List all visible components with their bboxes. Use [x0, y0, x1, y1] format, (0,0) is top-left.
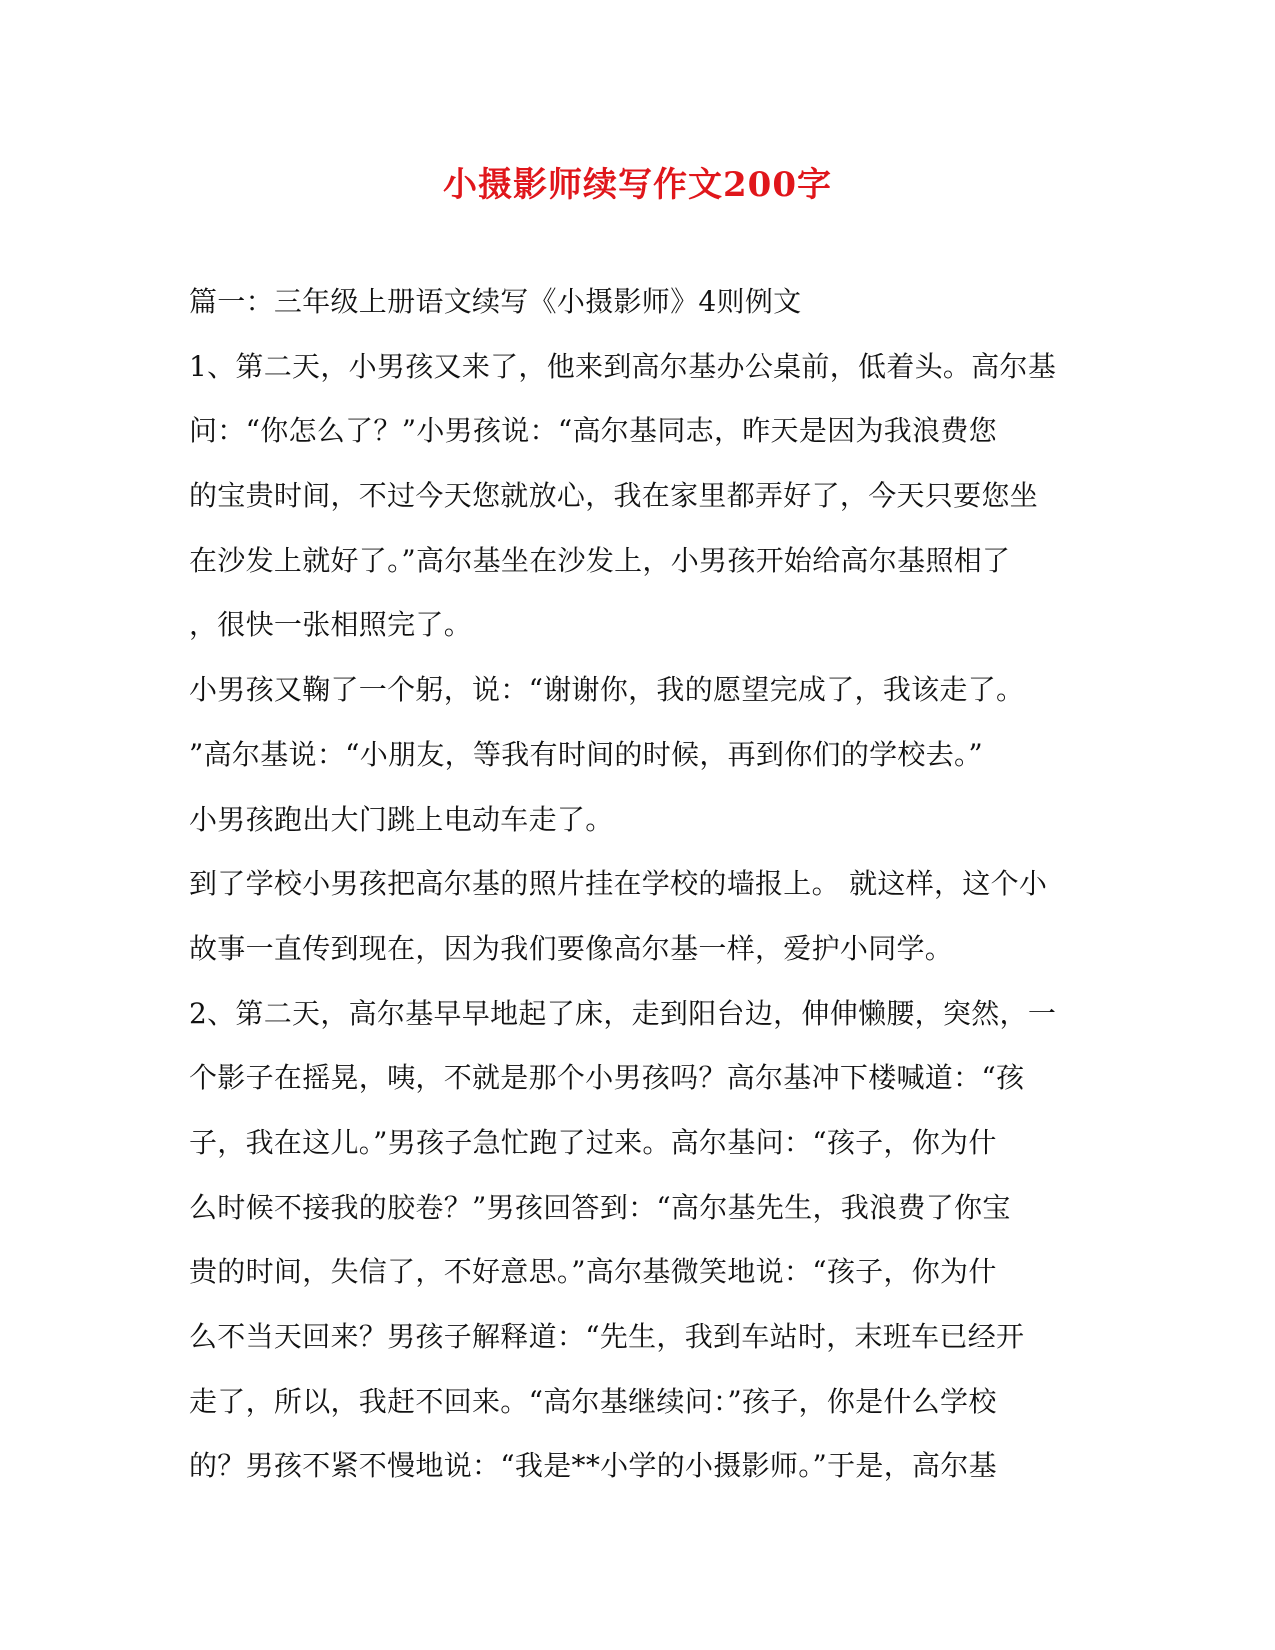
text-line: 1、第二天，小男孩又来了，他来到高尔基办公桌前，低着头。高尔基: [189, 349, 1057, 383]
text-line: 个影子在摇晃，咦，不就是那个小男孩吗？高尔基冲下楼喊道：“孩: [189, 1061, 1025, 1095]
text-line: 子，我在这儿。”男孩子急忙跑了过来。高尔基问：“孩子，你为什: [189, 1125, 997, 1159]
text-line: 到了学校小男孩把高尔基的照片挂在学校的墙报上。 就这样，这个小: [189, 867, 1048, 901]
text-line: 小男孩又鞠了一个躬，说：“谢谢你，我的愿望完成了，我该走了。: [189, 673, 1025, 707]
text-line: 么不当天回来？男孩子解释道：“先生，我到车站时，末班车已经开: [189, 1320, 1025, 1353]
text-line: 走了，所以，我赶不回来。“高尔基继续问：”孩子，你是什么学校: [189, 1384, 997, 1418]
text-line: 2、第二天，高尔基早早地起了床，走到阳台边，伸伸懒腰，突然，一: [189, 996, 1057, 1030]
text-line: ，很快一张相照完了。: [189, 608, 473, 642]
text-line: 的？男孩不紧不慢地说：“我是**小学的小摄影师。”于是，高尔基: [189, 1449, 997, 1483]
text-line: 故事一直传到现在，因为我们要像高尔基一样，爱护小同学。: [189, 931, 954, 965]
heading-line: 篇一：三年级上册语文续写《小摄影师》4则例文: [189, 285, 802, 318]
document-title: 小摄影师续写作文200字: [443, 165, 832, 205]
text-line: 的宝贵时间，不过今天您就放心，我在家里都弄好了，今天只要您坐: [189, 479, 1039, 513]
text-line: 小男孩跑出大门跳上电动车走了。: [189, 802, 614, 836]
text-line: ”高尔基说：“小朋友，等我有时间的时候，再到你们的学校去。”: [189, 737, 983, 771]
text-line: 么时候不接我的胶卷？”男孩回答到：“高尔基先生，我浪费了你宝: [189, 1190, 1011, 1224]
text-line: 在沙发上就好了。”高尔基坐在沙发上，小男孩开始给高尔基照相了: [189, 543, 1011, 577]
text-line: 问：“你怎么了？”小男孩说：“高尔基同志，昨天是因为我浪费您: [189, 414, 997, 448]
document-body: [189, 282, 1089, 1511]
text-line: 贵的时间，失信了，不好意思。”高尔基微笑地说：“孩子，你为什: [189, 1255, 997, 1289]
